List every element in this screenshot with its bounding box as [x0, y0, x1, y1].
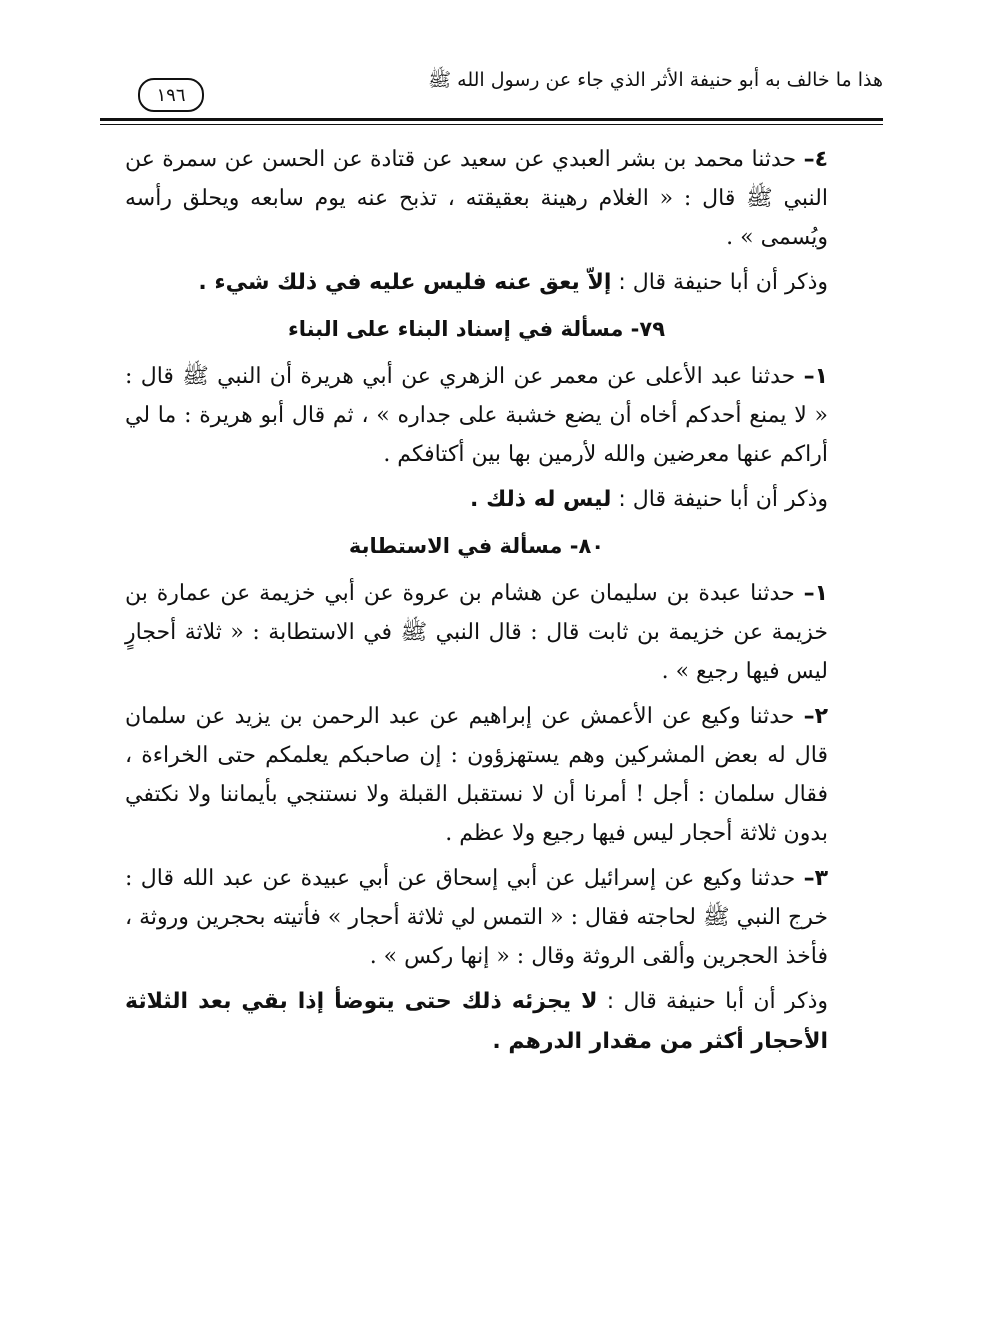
- hadith-number: ٣–: [803, 866, 828, 891]
- hadith-number: ٢–: [803, 704, 828, 729]
- section-heading: ٧٩- مسألة في إسناد البناء على البناء: [287, 317, 666, 341]
- hadith-text: حدثنا عبدة بن سليمان عن هشام بن عروة عن أبي خزيمة عن عمارة بن خزيمة عن خزيمة بن ثابت قال : قال النبي ﷺ في الاستطابة : « ثلاثة أحجارٍ ليس فيها رجيع » .: [125, 581, 828, 684]
- opinion-lead: وذكر أن أبا حنيفة قال :: [611, 270, 828, 295]
- header-rule: [100, 118, 883, 121]
- hadith-paragraph: [125, 357, 828, 474]
- page-number: ١٩٦: [138, 78, 204, 112]
- page-body: [125, 140, 828, 1072]
- hadith-text: حدثنا عبد الأعلى عن معمر عن الزهري عن أبي هريرة أن النبي ﷺ قال : « لا يمنع أحدكم أخاه أن يضع خشبة على جداره » ، ثم قال أبو هريرة : ما لي أراكم عنها معرضين والله لأرمين بها بين أكتافكم .: [125, 364, 828, 467]
- opinion-text: ليس له ذلك .: [470, 487, 612, 512]
- header-rule-thin: [100, 124, 883, 125]
- hadith-paragraph: [125, 697, 828, 853]
- hadith-number: ١–: [803, 364, 828, 389]
- section-heading: ٨٠- مسألة في الاستطابة: [348, 534, 605, 558]
- opinion-paragraph: [125, 480, 828, 520]
- hadith-text: حدثنا محمد بن بشر العبدي عن سعيد عن قتادة عن الحسن عن سمرة عن النبي ﷺ قال : « الغلام رهينة بعقيقته ، تذبح عنه يوم سابعه ويحلق رأسه ويُسمى » .: [125, 147, 828, 250]
- opinion-paragraph: [125, 263, 828, 303]
- hadith-paragraph: [125, 574, 828, 691]
- hadith-text: حدثنا وكيع عن الأعمش عن إبراهيم عن عبد الرحمن بن يزيد عن سلمان قال له بعض المشركين وهم يستهزؤون : إن صاحبكم يعلمكم حتى الخراءة ، فقال سلمان : أجل ! أمرنا أن لا نستقبل القبلة ولا نستنجي بأيماننا ولا نكتفي بدون ثلاثة أحجار ليس فيها رجيع ولا عظم .: [125, 704, 828, 846]
- hadith-text: حدثنا وكيع عن إسرائيل عن أبي إسحاق عن أبي عبيدة عن عبد الله قال : خرج النبي ﷺ لحاجته فقال : « التمس لي ثلاثة أحجار » فأتيته بحجرين وروثة ، فأخذ الحجرين وألقى الروثة وقال : « إنها ركس » .: [125, 866, 828, 969]
- hadith-number: ٤–: [803, 147, 828, 172]
- running-header: [100, 58, 883, 108]
- opinion-lead: وذكر أن أبا حنيفة قال :: [597, 989, 828, 1014]
- opinion-paragraph: [125, 982, 828, 1062]
- hadith-paragraph: [125, 140, 828, 257]
- hadith-paragraph: [125, 859, 828, 976]
- opinion-lead: وذكر أن أبا حنيفة قال :: [611, 487, 828, 512]
- hadith-number: ١–: [803, 581, 828, 606]
- opinion-text: لا يجزئه ذلك حتى يتوضأ إذا بقي بعد الثلاثة الأحجار أكثر من مقدار الدرهم .: [125, 989, 828, 1054]
- opinion-text: إلاّ يعق عنه فليس عليه في ذلك شيء .: [198, 270, 612, 295]
- running-header-title: هذا ما خالف به أبو حنيفة الأثر الذي جاء عن رسول الله ﷺ: [428, 69, 883, 91]
